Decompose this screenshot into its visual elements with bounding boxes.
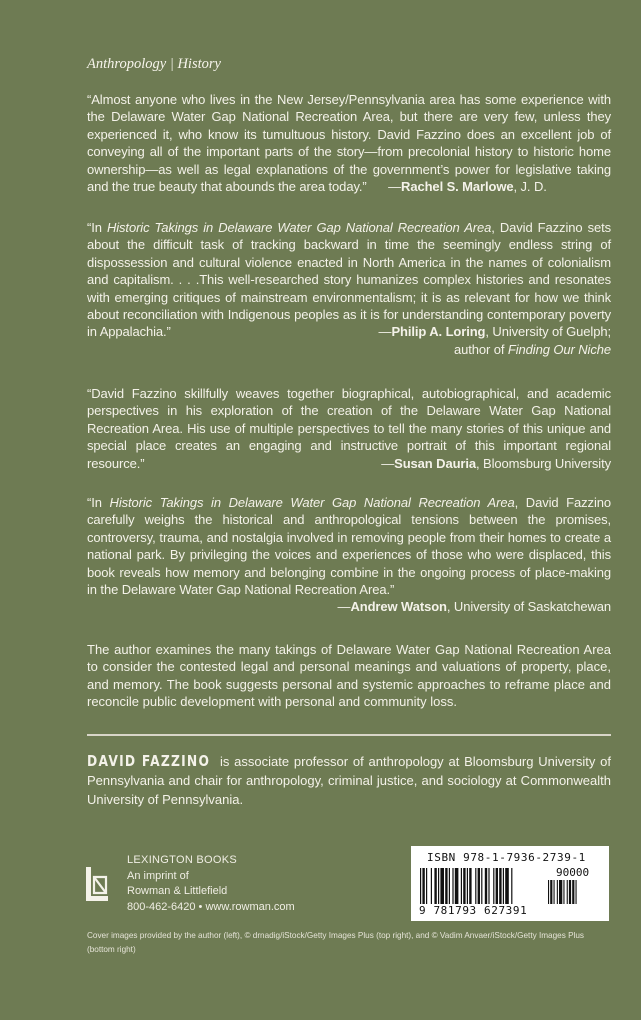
author-bio-text: is associate professor of anthropology at Bloomsburg University of Pennsylvania and chair for anthropology, criminal justice, and sociology at Commonwealth University of Pennsylvania. bbox=[87, 754, 611, 807]
endorsement-quote bbox=[87, 385, 611, 472]
barcode-icon bbox=[420, 868, 600, 904]
price-code: 90000 bbox=[556, 866, 590, 879]
quote-affiliation: , University of Saskatchewan bbox=[446, 599, 611, 615]
divider bbox=[87, 734, 611, 736]
publisher-info bbox=[127, 853, 295, 915]
book-summary: The author examines the many takings of Delaware Water Gap National Recreation Area to consider the contested legal and personal meanings and valuations of property, place, and memory. The book suggests personal and systemic approaches to reframe place and reconcile public development with personal and community loss. bbox=[87, 642, 611, 710]
publisher-contact: 800-462-6420 • www.rowman.com bbox=[127, 900, 295, 913]
endorsement-quote bbox=[87, 91, 611, 195]
barcode-digits: 9 781793 627391 bbox=[419, 904, 528, 917]
author-book-title: Finding Our Niche bbox=[507, 341, 611, 357]
quote-affiliation: , J. D. bbox=[513, 179, 547, 195]
publisher-imprint-line: An imprint of bbox=[127, 869, 189, 882]
quote-attribution bbox=[87, 598, 611, 615]
quote-text: “David Fazzino skillfully weaves together biographical, autobiographical, and academic perspectives in his exploration of the creation of the Delaware Water Gap National Recreation Area. His use of multiple perspectives to tell the many stories of this unique and special place creates an engaging and instructive portrait of this important regional resource.” bbox=[87, 386, 611, 471]
quote-attribution-line2 bbox=[87, 341, 611, 358]
quote-text: , David Fazzino carefully weighs the historical and anthropological tensions between the promises, controversy, trauma, and nostalgia involved in removing people from their homes to create a national park. By privileging the voices and experiences of those who were displaced, this book reveals how memory and belonging combine in the ongoing process of place-making in the Delaware Water Gap National Recreation Area.” bbox=[87, 495, 612, 598]
quote-text: , David Fazzino sets about the difficult task of tracking backward in time the seemingly endless string of dispossession and cultural violence enacted in North America in the names of colonialism and capitalism. . . .This well-researched story humanizes complex histories and resonates with emerging critiques of mainstream environmentalism; it is as relevant for how we think about reconciliation with Indigenous peoples as it is for understanding contemporary poverty in Appalachia.” bbox=[87, 220, 612, 340]
endorsement-quote bbox=[87, 494, 611, 616]
author-name: DAVID FAZZINO bbox=[87, 752, 211, 770]
book-title: Historic Takings in Delaware Water Gap National Recreation Area bbox=[106, 220, 492, 235]
quote-author: Andrew Watson bbox=[350, 599, 447, 615]
endorsement-quote bbox=[87, 219, 611, 358]
quote-dash: — bbox=[381, 455, 395, 471]
category-label: Anthropology | History bbox=[87, 56, 221, 72]
quote-open: “In bbox=[87, 495, 110, 510]
quote-affiliation: , University of Guelph; bbox=[485, 324, 611, 340]
author-of-label: author of bbox=[453, 341, 508, 357]
quote-author: Rachel S. Marlowe bbox=[401, 179, 514, 195]
quote-dash: — bbox=[378, 324, 392, 340]
book-title: Historic Takings in Delaware Water Gap National Recreation Area bbox=[109, 495, 515, 510]
quote-attribution bbox=[87, 455, 611, 472]
quote-dash: — bbox=[337, 599, 351, 615]
isbn-barcode bbox=[411, 846, 609, 921]
quote-author: Philip A. Loring bbox=[391, 324, 486, 340]
image-credits: Cover images provided by the author (left), © drnadig/iStock/Getty Images Plus (top right), and © Vadim Anvaer/iStock/Getty Images Plus (bottom right) bbox=[87, 931, 585, 954]
quote-open: “In bbox=[87, 220, 107, 235]
quote-dash: — bbox=[388, 179, 402, 195]
quote-text: “Almost anyone who lives in the New Jersey/Pennsylvania area has some experience with the Delaware Water Gap National Recreation Area, but there are very few, unless they experienced it, who know its tumultuous history. David Fazzino does an excellent job of conveying all of the important parts of the story—from precolonial history to historic home ownership—as well as legal explanations of the government’s power for legislative taking and the true beauty that abounds the area today.” bbox=[87, 92, 611, 195]
publisher-name: LEXINGTON BOOKS bbox=[127, 854, 238, 866]
author-bio bbox=[87, 752, 611, 809]
lexington-books-logo-icon bbox=[85, 867, 109, 901]
publisher-parent: Rowman & Littlefield bbox=[127, 885, 228, 897]
quote-affiliation: , Bloomsburg University bbox=[476, 455, 611, 471]
isbn-text: ISBN 978-1-7936-2739-1 bbox=[427, 851, 586, 864]
quote-author: Susan Dauria bbox=[394, 455, 477, 471]
